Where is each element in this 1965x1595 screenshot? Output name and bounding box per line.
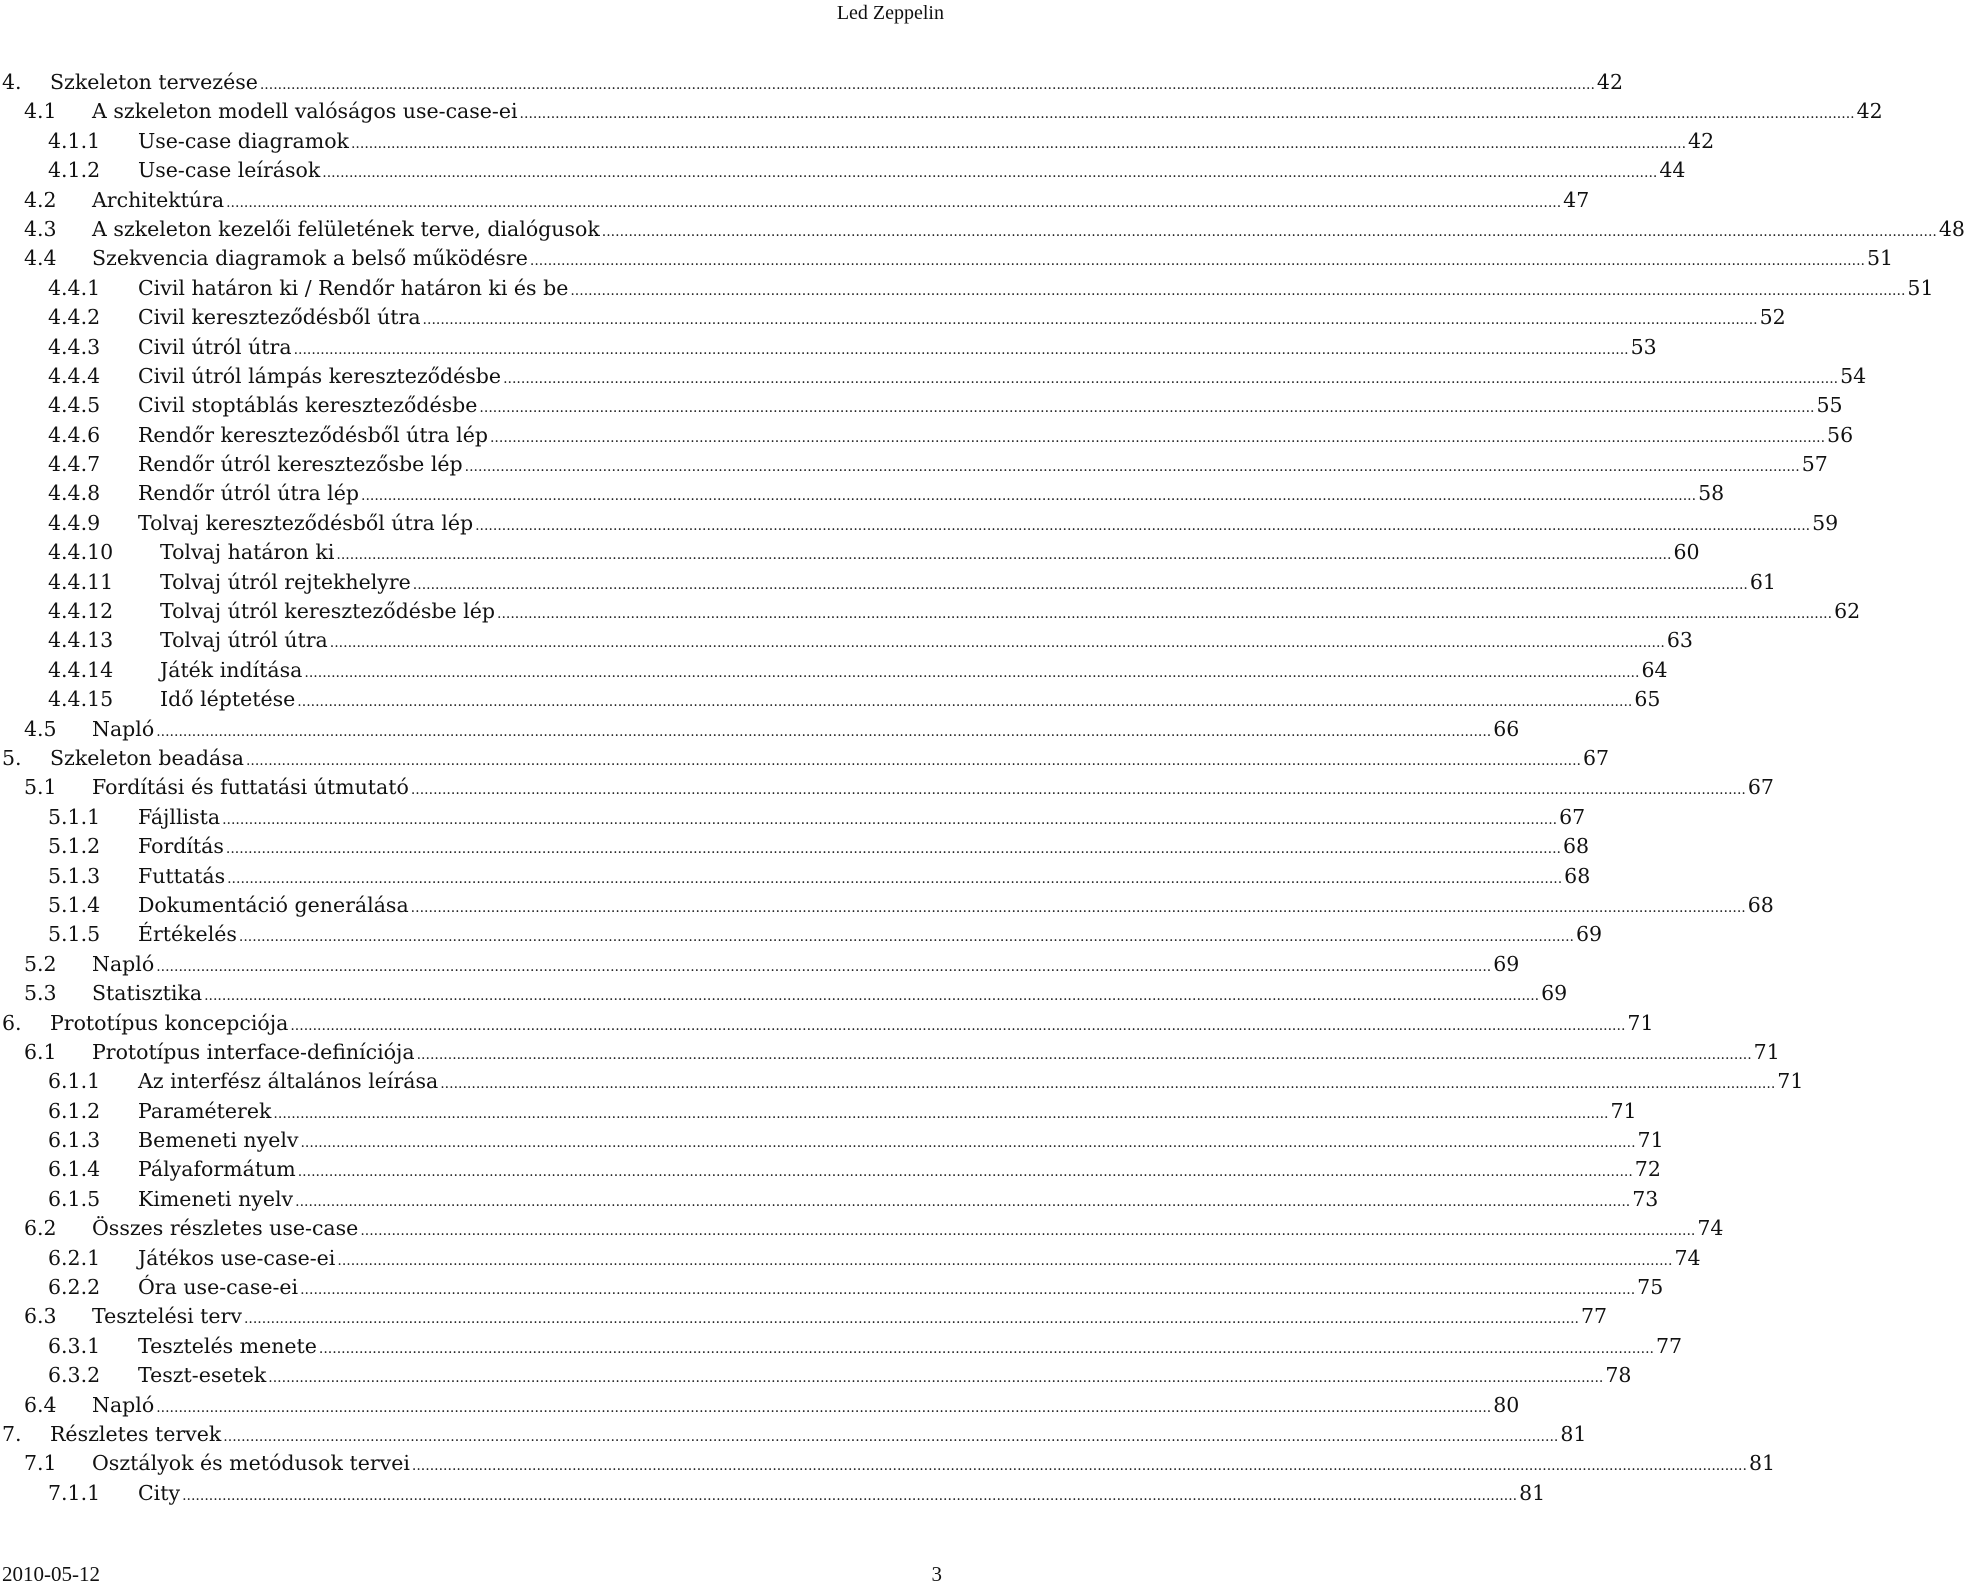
toc-entry-number: 4.4	[24, 246, 57, 271]
toc-dot-leader: ............................................................................................................................................................................................................................................................................................................	[238, 929, 1574, 946]
toc-entry-title: Use-case diagramok	[138, 127, 351, 156]
toc-entry-number: 4.4.9	[48, 510, 101, 535]
toc-entry-title: A szkeleton modell valóságos use-case-ei	[92, 97, 520, 126]
toc-dot-leader: ............................................................................................................................................................................................................................................................................................................	[318, 1340, 1654, 1357]
toc-entry[interactable]	[0, 156, 1686, 185]
toc-dot-leader: ............................................................................................................................................................................................................................................................................................................	[297, 694, 1633, 711]
toc-entry[interactable]	[0, 979, 1568, 1008]
toc-dot-leader: ............................................................................................................................................................................................................................................................................................................	[226, 194, 1562, 211]
toc-entry[interactable]	[0, 274, 1934, 303]
toc-entry-page: 42	[1686, 127, 1714, 156]
toc-entry-page: 56	[1825, 421, 1853, 450]
toc-entry-title: Civil stoptáblás kereszteződésbe	[138, 391, 479, 420]
toc-entry-page: 44	[1657, 156, 1685, 185]
toc-entry-number: 6.1.4	[48, 1157, 101, 1182]
toc-entry-number: 6.1.2	[48, 1098, 101, 1123]
toc-entry-title: Rendőr útról keresztezősbe lép	[138, 450, 465, 479]
toc-entry-title: Napló	[92, 950, 156, 979]
toc-entry-page: 58	[1696, 479, 1724, 508]
toc-entry-page: 64	[1639, 656, 1667, 685]
toc-dot-leader: ............................................................................................................................................................................................................................................................................................................	[489, 429, 1826, 446]
toc-entry-page: 67	[1557, 803, 1585, 832]
toc-dot-leader: ............................................................................................................................................................................................................................................................................................................	[350, 135, 1687, 152]
toc-dot-leader: ............................................................................................................................................................................................................................................................................................................	[479, 400, 1815, 417]
toc-entry-page: 81	[1558, 1420, 1586, 1449]
toc-entry[interactable]	[0, 186, 1590, 215]
toc-entry-title: Napló	[92, 715, 156, 744]
toc-entry-page: 78	[1603, 1361, 1631, 1390]
toc-entry-title: Teszt-esetek	[138, 1361, 268, 1390]
toc-dot-leader: ............................................................................................................................................................................................................................................................................................................	[410, 782, 1746, 799]
toc-dot-leader: ............................................................................................................................................................................................................................................................................................................	[322, 165, 1658, 182]
toc-entry-page: 68	[1746, 891, 1774, 920]
toc-entry-page: 73	[1630, 1185, 1658, 1214]
toc-entry[interactable]	[0, 1185, 1659, 1214]
toc-entry[interactable]	[0, 68, 1624, 97]
toc-entry[interactable]	[0, 568, 1776, 597]
toc-entry[interactable]	[0, 303, 1786, 332]
toc-entry-page: 72	[1633, 1155, 1661, 1184]
toc-dot-leader: ............................................................................................................................................................................................................................................................................................................	[519, 106, 1855, 123]
toc-entry-number: 4.4.6	[48, 422, 101, 447]
toc-entry-number: 6.3	[24, 1304, 57, 1329]
toc-entry-number: 4.4.13	[48, 628, 114, 653]
toc-entry-page: 74	[1695, 1214, 1723, 1243]
toc-entry-title: Óra use-case-ei	[138, 1273, 300, 1302]
toc-entry-number: 4.4.7	[48, 452, 101, 477]
toc-entry[interactable]	[0, 832, 1590, 861]
toc-entry-page: 75	[1635, 1273, 1663, 1302]
toc-entry-title: Fájllista	[138, 803, 222, 832]
toc-entry-title: Futtatás	[138, 862, 227, 891]
toc-entry-title: Paraméterek	[138, 1097, 273, 1126]
toc-entry-number: 5.1.4	[48, 892, 101, 917]
toc-entry-number: 4.5	[24, 716, 57, 741]
toc-entry[interactable]	[0, 244, 1894, 273]
toc-entry-page: 68	[1562, 862, 1590, 891]
toc-entry-number: 4.1	[24, 99, 57, 124]
toc-entry[interactable]	[0, 1479, 1546, 1508]
toc-entry-title: Játékos use-case-ei	[138, 1244, 337, 1273]
toc-dot-leader: ............................................................................................................................................................................................................................................................................................................	[225, 841, 1561, 858]
toc-entry-page: 67	[1746, 773, 1774, 802]
toc-dot-leader: ............................................................................................................................................................................................................................................................................................................	[222, 811, 1558, 828]
toc-entry[interactable]	[0, 479, 1725, 508]
toc-entry-number: 4.4.4	[48, 363, 101, 388]
toc-entry-number: 6.1.5	[48, 1186, 101, 1211]
toc-entry-title: Rendőr kereszteződésből útra lép	[138, 421, 490, 450]
toc-entry-number: 5.1	[24, 775, 57, 800]
toc-entry-number: 5.1.2	[48, 834, 101, 859]
toc-entry[interactable]	[0, 1332, 1683, 1361]
toc-entry-number: 4.3	[24, 216, 57, 241]
toc-entry-page: 51	[1865, 244, 1893, 273]
toc-entry-number: 4.2	[24, 187, 57, 212]
toc-entry-number: 6.2	[24, 1216, 57, 1241]
toc-entry[interactable]	[0, 1302, 1608, 1331]
toc-entry-page: 65	[1632, 685, 1660, 714]
toc-entry-title: Az interfész általános leírása	[138, 1067, 440, 1096]
toc-entry[interactable]	[0, 97, 1883, 126]
toc-dot-leader: ............................................................................................................................................................................................................................................................................................................	[156, 1399, 1492, 1416]
toc-entry[interactable]	[0, 1067, 1804, 1096]
toc-entry-page: 69	[1539, 979, 1567, 1008]
toc-dot-leader: ............................................................................................................................................................................................................................................................................................................	[422, 312, 1758, 329]
toc-entry-page: 54	[1838, 362, 1866, 391]
toc-entry-page: 53	[1629, 333, 1657, 362]
toc-entry-number: 7.	[2, 1421, 22, 1446]
toc-dot-leader: ............................................................................................................................................................................................................................................................................................................	[503, 370, 1839, 387]
toc-entry-number: 4.4.14	[48, 657, 114, 682]
toc-dot-leader: ............................................................................................................................................................................................................................................................................................................	[227, 870, 1563, 887]
toc-entry[interactable]	[0, 950, 1520, 979]
toc-entry-number: 4.	[2, 70, 22, 94]
toc-entry-title: Napló	[92, 1391, 156, 1420]
toc-dot-leader: ............................................................................................................................................................................................................................................................................................................	[297, 1164, 1633, 1181]
toc-dot-leader: ............................................................................................................................................................................................................................................................................................................	[243, 1311, 1579, 1328]
toc-entry-page: 62	[1832, 597, 1860, 626]
toc-entry-page: 80	[1491, 1391, 1519, 1420]
toc-entry-page: 60	[1671, 538, 1699, 567]
toc-entry-page: 47	[1561, 186, 1589, 215]
toc-entry[interactable]	[0, 1273, 1664, 1302]
toc-entry[interactable]	[0, 1420, 1587, 1449]
toc-entry-page: 59	[1810, 509, 1838, 538]
toc-entry-title: Szekvencia diagramok a belső működésre	[92, 244, 530, 273]
toc-dot-leader: ............................................................................................................................................................................................................................................................................................................	[290, 1017, 1626, 1034]
toc-entry-number: 6.1.1	[48, 1069, 101, 1094]
toc-dot-leader: ............................................................................................................................................................................................................................................................................................................	[570, 282, 1906, 299]
toc-entry[interactable]	[0, 1244, 1701, 1273]
toc-entry-title: Statisztika	[92, 979, 204, 1008]
toc-entry[interactable]	[0, 1126, 1664, 1155]
toc-entry-number: 6.1	[24, 1039, 57, 1064]
toc-dot-leader: ............................................................................................................................................................................................................................................................................................................	[295, 1193, 1631, 1210]
toc-entry-title: Kimeneti nyelv	[138, 1185, 295, 1214]
toc-entry[interactable]	[0, 1155, 1661, 1184]
toc-dot-leader: ............................................................................................................................................................................................................................................................................................................	[475, 517, 1811, 534]
toc-entry-title: Játék indítása	[160, 656, 304, 685]
toc-entry[interactable]	[0, 362, 1867, 391]
toc-entry-number: 6.2.1	[48, 1245, 101, 1270]
toc-entry-page: 74	[1672, 1244, 1700, 1273]
toc-dot-leader: ............................................................................................................................................................................................................................................................................................................	[329, 635, 1665, 652]
toc-entry-title: Tesztelési terv	[92, 1302, 244, 1331]
toc-entry-title: Szkeleton beadása	[50, 744, 246, 773]
toc-entry-page: 55	[1814, 391, 1842, 420]
toc-entry-page: 69	[1491, 950, 1519, 979]
toc-entry-title: Részletes tervek	[50, 1420, 223, 1449]
toc-dot-leader: ............................................................................................................................................................................................................................................................................................................	[293, 341, 1629, 358]
toc-entry-title: City	[138, 1479, 182, 1508]
toc-entry-page: 71	[1636, 1126, 1664, 1155]
table-of-contents	[0, 68, 1965, 1508]
toc-entry-title: Fordítási és futtatási útmutató	[92, 773, 411, 802]
toc-entry-number: 4.4.5	[48, 393, 101, 418]
header-title: Led Zeppelin	[836, 2, 944, 24]
toc-entry[interactable]	[0, 1009, 1654, 1038]
toc-entry-number: 6.4	[24, 1392, 57, 1417]
toc-entry-page: 52	[1758, 303, 1786, 332]
toc-entry-number: 5.	[2, 745, 22, 770]
toc-entry[interactable]	[0, 215, 1965, 244]
toc-entry-title: A szkeleton kezelői felületének terve, dialógusok	[92, 215, 602, 244]
toc-entry-page: 63	[1665, 626, 1693, 655]
toc-entry[interactable]	[0, 920, 1603, 949]
toc-entry-page: 77	[1654, 1332, 1682, 1361]
toc-dot-leader: ............................................................................................................................................................................................................................................................................................................	[416, 1046, 1752, 1063]
toc-entry-title: Use-case leírások	[138, 156, 322, 185]
toc-entry-number: 5.1.5	[48, 922, 101, 947]
toc-entry-number: 6.3.2	[48, 1363, 101, 1388]
toc-entry[interactable]	[0, 127, 1715, 156]
toc-dot-leader: ............................................................................................................................................................................................................................................................................................................	[223, 1428, 1559, 1445]
toc-dot-leader: ............................................................................................................................................................................................................................................................................................................	[411, 1458, 1747, 1475]
toc-dot-leader: ............................................................................................................................................................................................................................................................................................................	[529, 253, 1865, 270]
toc-dot-leader: ............................................................................................................................................................................................................................................................................................................	[182, 1487, 1518, 1504]
toc-entry-number: 4.4.8	[48, 481, 101, 506]
toc-entry-title: Civil útról lámpás kereszteződésbe	[138, 362, 503, 391]
toc-entry[interactable]	[0, 538, 1700, 567]
toc-dot-leader: ............................................................................................................................................................................................................................................................................................................	[361, 488, 1697, 505]
toc-entry[interactable]	[0, 450, 1828, 479]
toc-entry[interactable]	[0, 626, 1693, 655]
toc-entry-title: Bemeneti nyelv	[138, 1126, 300, 1155]
toc-entry[interactable]	[0, 1449, 1776, 1478]
toc-dot-leader: ............................................................................................................................................................................................................................................................................................................	[601, 223, 1937, 240]
toc-entry-page: 57	[1800, 450, 1828, 479]
toc-entry-page: 67	[1581, 744, 1609, 773]
toc-entry[interactable]	[0, 333, 1657, 362]
toc-entry-title: Értékelés	[138, 920, 239, 949]
toc-entry-page: 48	[1937, 215, 1965, 244]
toc-entry[interactable]	[0, 744, 1610, 773]
toc-entry-title: Civil útról útra	[138, 333, 294, 362]
toc-entry-page: 81	[1517, 1479, 1545, 1508]
toc-entry[interactable]	[0, 1361, 1632, 1390]
toc-entry[interactable]	[0, 715, 1520, 744]
toc-entry-title: Prototípus interface-definíciója	[92, 1038, 417, 1067]
toc-entry-page: 42	[1595, 68, 1623, 97]
toc-dot-leader: ............................................................................................................................................................................................................................................................................................................	[337, 1252, 1673, 1269]
toc-dot-leader: ............................................................................................................................................................................................................................................................................................................	[464, 459, 1800, 476]
toc-entry-number: 6.1.3	[48, 1128, 101, 1153]
toc-entry[interactable]	[0, 597, 1861, 626]
toc-entry-page: 61	[1748, 568, 1776, 597]
toc-dot-leader: ............................................................................................................................................................................................................................................................................................................	[360, 1223, 1696, 1240]
toc-entry-number: 7.1.1	[48, 1480, 101, 1505]
toc-entry-page: 42	[1855, 97, 1883, 126]
toc-entry[interactable]	[0, 1391, 1520, 1420]
toc-entry-number: 5.1.1	[48, 804, 101, 829]
toc-entry-page: 51	[1905, 274, 1933, 303]
toc-entry[interactable]	[0, 862, 1591, 891]
toc-entry-page: 81	[1747, 1449, 1775, 1478]
toc-entry-number: 4.4.11	[48, 569, 114, 594]
toc-entry[interactable]	[0, 803, 1586, 832]
toc-dot-leader: ............................................................................................................................................................................................................................................................................................................	[304, 664, 1640, 681]
toc-entry-number: 4.4.1	[48, 275, 101, 300]
toc-entry-title: Tolvaj útról kereszteződésbe lép	[160, 597, 497, 626]
toc-entry-number: 4.1.1	[48, 128, 101, 153]
toc-entry-title: Összes részletes use-case	[92, 1214, 360, 1243]
toc-dot-leader: ............................................................................................................................................................................................................................................................................................................	[412, 576, 1748, 593]
toc-entry-title: Tolvaj útról útra	[160, 626, 330, 655]
toc-dot-leader: ............................................................................................................................................................................................................................................................................................................	[336, 547, 1672, 564]
toc-entry-number: 5.2	[24, 951, 57, 976]
toc-entry-page: 71	[1752, 1038, 1780, 1067]
toc-entry[interactable]	[0, 656, 1668, 685]
toc-entry[interactable]	[0, 1097, 1637, 1126]
toc-entry-title: Tolvaj útról rejtekhelyre	[160, 568, 413, 597]
toc-entry-number: 7.1	[24, 1451, 57, 1476]
toc-entry-title: Pályaformátum	[138, 1155, 298, 1184]
toc-dot-leader: ............................................................................................................................................................................................................................................................................................................	[156, 723, 1492, 740]
toc-entry-title: Idő léptetése	[160, 685, 297, 714]
toc-entry[interactable]	[0, 685, 1661, 714]
toc-entry-page: 66	[1491, 715, 1519, 744]
toc-entry-number: 6.	[2, 1010, 22, 1035]
toc-entry-title: Dokumentáció generálása	[138, 891, 411, 920]
toc-entry[interactable]	[0, 421, 1854, 450]
toc-entry[interactable]	[0, 891, 1774, 920]
toc-entry-number: 5.3	[24, 981, 57, 1006]
toc-entry-number: 4.1.2	[48, 158, 101, 183]
toc-entry-number: 6.3.1	[48, 1333, 101, 1358]
toc-entry[interactable]	[0, 1038, 1780, 1067]
toc-dot-leader: ............................................................................................................................................................................................................................................................................................................	[204, 988, 1540, 1005]
footer-date: 2010-05-12	[2, 1562, 100, 1586]
toc-dot-leader: ............................................................................................................................................................................................................................................................................................................	[259, 77, 1595, 93]
toc-entry-page: 68	[1561, 832, 1589, 861]
toc-entry-number: 4.4.12	[48, 599, 114, 624]
toc-entry-number: 4.4.3	[48, 334, 101, 359]
toc-entry-title: Osztályok és metódusok tervei	[92, 1449, 412, 1478]
toc-entry-title: Prototípus koncepciója	[50, 1009, 290, 1038]
toc-entry-title: Tolvaj határon ki	[160, 538, 336, 567]
toc-entry[interactable]	[0, 509, 1839, 538]
toc-dot-leader: ............................................................................................................................................................................................................................................................................................................	[300, 1282, 1636, 1299]
toc-entry-page: 77	[1579, 1302, 1607, 1331]
toc-entry-number: 4.4.15	[48, 687, 114, 712]
toc-dot-leader: ............................................................................................................................................................................................................................................................................................................	[410, 899, 1746, 916]
toc-entry-title: Fordítás	[138, 832, 226, 861]
toc-entry-number: 4.4.2	[48, 305, 101, 330]
toc-entry-number: 5.1.3	[48, 863, 101, 888]
toc-entry-title: Civil határon ki / Rendőr határon ki és be	[138, 274, 570, 303]
toc-dot-leader: ............................................................................................................................................................................................................................................................................................................	[156, 958, 1492, 975]
toc-entry[interactable]	[0, 391, 1843, 420]
toc-entry-number: 6.2.2	[48, 1275, 101, 1300]
toc-entry[interactable]	[0, 1214, 1724, 1243]
toc-entry-title: Civil kereszteződésből útra	[138, 303, 423, 332]
toc-dot-leader: ............................................................................................................................................................................................................................................................................................................	[497, 606, 1833, 623]
toc-dot-leader: ............................................................................................................................................................................................................................................................................................................	[440, 1076, 1776, 1093]
toc-entry-number: 4.4.10	[48, 540, 114, 565]
toc-entry-page: 71	[1608, 1097, 1636, 1126]
toc-entry-title: Rendőr útról útra lép	[138, 479, 361, 508]
toc-dot-leader: ............................................................................................................................................................................................................................................................................................................	[245, 752, 1582, 769]
toc-entry-title: Tolvaj kereszteződésből útra lép	[138, 509, 475, 538]
toc-dot-leader: ............................................................................................................................................................................................................................................................................................................	[300, 1135, 1636, 1152]
toc-entry-page: 71	[1775, 1067, 1803, 1096]
footer-page-number: 3	[931, 1562, 942, 1586]
toc-dot-leader: ............................................................................................................................................................................................................................................................................................................	[268, 1370, 1604, 1387]
toc-entry[interactable]	[0, 773, 1774, 802]
toc-dot-leader: ............................................................................................................................................................................................................................................................................................................	[273, 1105, 1609, 1122]
toc-entry-title: Szkeleton tervezése	[50, 68, 260, 97]
toc-entry-title: Tesztelés menete	[138, 1332, 319, 1361]
toc-entry-page: 69	[1574, 920, 1602, 949]
toc-entry-title: Architektúra	[92, 186, 226, 215]
toc-entry-page: 71	[1625, 1009, 1653, 1038]
